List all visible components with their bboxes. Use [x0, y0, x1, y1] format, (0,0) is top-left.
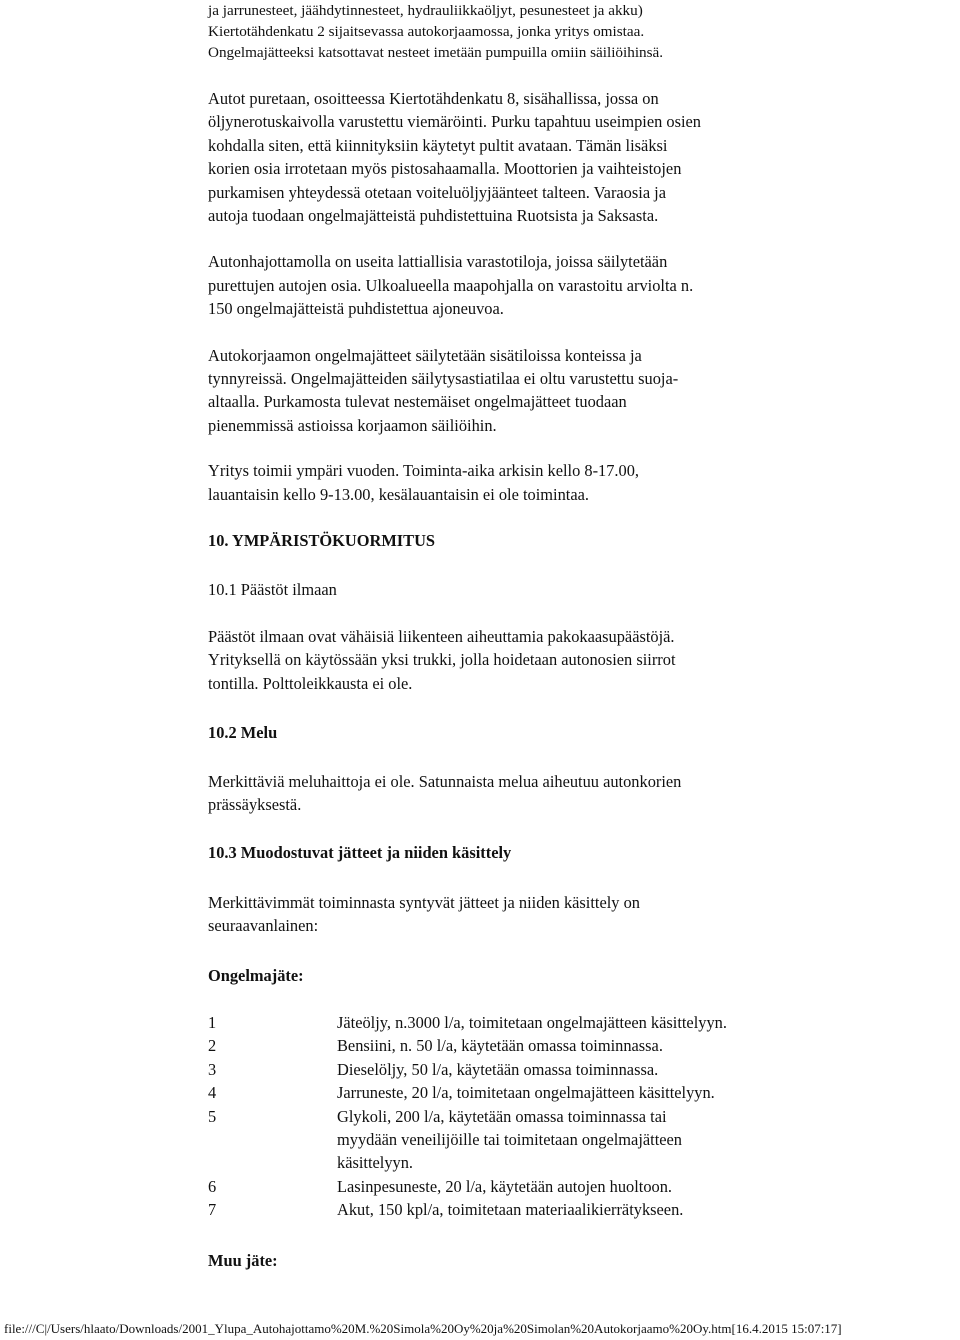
paragraph-line: Autot puretaan, osoitteessa Kiertotähdenkatu 8, sisähallissa, jossa on — [208, 89, 659, 108]
page-footer-url: file:///C|/Users/hlaato/Downloads/2001_Ylupa_Autohajottamo%20M.%20Simola%20Oy%20ja%20Simolan%20Autokorjaamo%20Oy.htm[16.4.2015 15:07:17] — [4, 1321, 842, 1336]
intro-paragraph — [208, 0, 928, 63]
subsection-number: 10.2 — [208, 723, 237, 743]
waste-intro-paragraph — [208, 891, 928, 938]
paragraph-line: pienemmissä astioissa korjaamon säiliöihin. — [208, 415, 497, 435]
list-item-line: Glykoli, 200 l/a, käytetään omassa toiminnassa tai — [337, 1106, 667, 1126]
paragraph-line: lauantaisin kello 9-13.00, kesälauantaisin ei ole toimintaa. — [208, 484, 589, 504]
list-item-number: 5 — [208, 1106, 217, 1126]
other-waste-heading: Muu jäte: — [208, 1250, 278, 1270]
list-item-text: Lasinpesuneste, 20 l/a, käytetään autojen huoltoon. — [337, 1176, 673, 1196]
subsection-title: Melu — [240, 723, 278, 743]
paragraph-line: Yrityksellä on käytössään yksi trukki, jolla hoidetaan autonosien siirrot — [208, 650, 676, 670]
paragraph-line: Yritys toimii ympäri vuoden. Toiminta-aika arkisin kello 8-17.00, — [208, 461, 640, 481]
list-item-text: Jäteöljy, n.3000 l/a, toimitetaan ongelmajätteen käsittelyyn. — [337, 1012, 727, 1032]
storage-paragraph — [208, 250, 928, 320]
air-emissions-paragraph — [208, 625, 928, 695]
paragraph-line: öljynerotuskaivolla varustettu viemäröinti. Purku tapahtuu useimpien osien — [208, 112, 701, 132]
list-item-text: Akut, 150 kpl/a, toimitetaan materiaalikierrätykseen. — [337, 1200, 684, 1220]
disassembly-paragraph — [208, 87, 928, 227]
list-item-number: 4 — [208, 1083, 217, 1103]
paragraph-line: altaalla. Purkamosta tulevat nestemäiset ongelmajätteet tuodaan — [208, 392, 627, 412]
paragraph-line: prässäyksestä. — [208, 794, 302, 814]
paragraph-line: purkamisen yhteydessä otetaan voiteluöljyjäänteet talteen. Varaosia ja — [208, 182, 667, 202]
list-item — [208, 1175, 928, 1198]
paragraph-line: Autokorjaamon ongelmajätteet säilytetään sisätiloissa konteissa ja — [208, 345, 642, 365]
paragraph-line: tontilla. Polttoleikkausta ei ole. — [208, 673, 413, 693]
paragraph-line: korien osia irrotetaan myös pistosahaamalla. Moottorien ja vaihteistojen — [208, 159, 682, 179]
subsection-number: 10.3 — [208, 843, 237, 863]
subsection-heading — [208, 721, 928, 744]
list-item-text: Jarruneste, 20 l/a, toimitetaan ongelmajätteen käsittelyyn. — [337, 1083, 715, 1103]
subsection-title: Muodostuvat jätteet ja niiden käsittely — [240, 843, 512, 863]
list-item — [208, 1081, 928, 1104]
paragraph-line: Autonhajottamolla on useita lattiallisia varastotiloja, joissa säilytetään — [208, 252, 668, 272]
intro-line: Ongelmajätteeksi katsottavat nesteet imetään pumpuilla omiin säiliöihinsä. — [208, 44, 664, 61]
paragraph-line: purettujen autojen osia. Ulkoalueella maapohjalla on varastoitu arviolta n. — [208, 275, 694, 295]
paragraph-line: Merkittävimmät toiminnasta syntyvät jätteet ja niiden käsittely on — [208, 892, 640, 912]
paragraph-line: Päästöt ilmaan ovat vähäisiä liikenteen aiheuttamia pakokaasupäästöjä. — [208, 626, 675, 646]
subsection-heading — [208, 841, 928, 864]
list-item — [208, 1011, 928, 1034]
hazardous-waste-heading: Ongelmajäte: — [208, 965, 304, 985]
list-item — [208, 1034, 928, 1057]
list-item-text: Bensiini, n. 50 l/a, käytetään omassa toiminnassa. — [337, 1036, 663, 1056]
paragraph-line: tynnyreissä. Ongelmajätteiden säilytysastiatilaa ei oltu varustettu suoja- — [208, 369, 679, 389]
list-item-number: 6 — [208, 1176, 217, 1196]
paragraph-line: autoja tuodaan ongelmajätteistä puhdistettuina Ruotsista ja Saksasta. — [208, 206, 659, 226]
list-item-number: 2 — [208, 1036, 217, 1056]
list-item-number: 7 — [208, 1200, 217, 1220]
subsection-heading: 10.1 Päästöt ilmaan — [208, 579, 337, 599]
noise-paragraph — [208, 770, 928, 817]
list-item — [208, 1105, 928, 1175]
paragraph-line: seuraavanlainen: — [208, 916, 319, 936]
list-item-text — [337, 1105, 817, 1175]
list-item — [208, 1058, 928, 1081]
paragraph-line: Merkittäviä meluhaittoja ei ole. Satunnaista melua aiheutuu autonkorien — [208, 771, 682, 791]
list-item-line: käsittelyyn. — [337, 1153, 414, 1173]
intro-line: Kiertotähdenkatu 2 sijaitsevassa autokorjaamossa, jonka yritys omistaa. — [208, 23, 645, 40]
paragraph-line: 150 ongelmajätteistä puhdistettua ajoneuvoa. — [208, 299, 504, 319]
document-page — [208, 0, 928, 1272]
section-heading: 10. YMPÄRISTÖKUORMITUS — [208, 531, 436, 551]
list-item-text: Dieselöljy, 50 l/a, käytetään omassa toiminnassa. — [337, 1059, 659, 1079]
list-item-line: myydään veneilijöille tai toimitetaan ongelmajätteen — [337, 1130, 682, 1149]
workshop-waste-paragraph — [208, 344, 928, 438]
opening-hours-paragraph — [208, 459, 928, 506]
hazardous-waste-list — [208, 1011, 928, 1222]
list-item — [208, 1198, 928, 1221]
list-item-number: 3 — [208, 1059, 217, 1079]
list-item-number: 1 — [208, 1012, 217, 1032]
paragraph-line: kohdalla siten, että kiinnityksiin käytetyt pultit avataan. Tämän lisäksi — [208, 135, 668, 155]
intro-line: ja jarrunesteet, jäähdytinnesteet, hydrauliikkaöljyt, pesunesteet ja akku) — [208, 2, 643, 19]
